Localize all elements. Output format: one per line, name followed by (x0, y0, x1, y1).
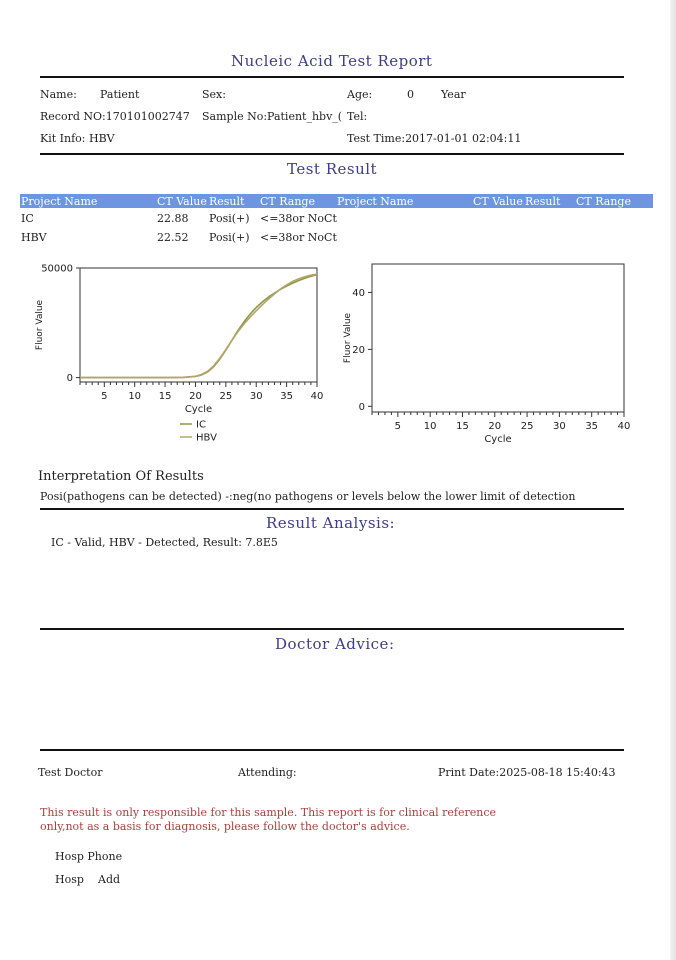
legend-label-hbv: HBV (196, 432, 217, 444)
sample-label: Sample No: (202, 110, 268, 123)
x-tick-label: 25 (520, 421, 534, 432)
x-tick-label: 30 (553, 421, 566, 432)
sample-value: Patient_hbv_( (267, 110, 343, 123)
test-time-label: Test Time: (347, 132, 406, 145)
divider-advice (40, 749, 624, 751)
col-project-name: Project Name (21, 195, 98, 208)
y-axis-label: Fluor Value (35, 299, 45, 351)
record-label: Record NO: (40, 110, 106, 123)
y-tick-label: 40 (352, 287, 365, 299)
divider-top (40, 76, 624, 78)
series-line-ic (80, 275, 317, 378)
add-label: Add (98, 873, 121, 886)
col-ct-range-2: CT Range (576, 195, 631, 208)
interpretation-title: Interpretation Of Results (38, 469, 204, 484)
col-result-2: Result (525, 195, 561, 208)
interpretation-text: Posi(pathogens can be detected) -:neg(no pathogens or levels below the lower limit of detection (40, 490, 576, 503)
x-tick-label: 35 (585, 421, 599, 432)
x-tick-label: 20 (488, 421, 502, 432)
attending-label: Attending: (238, 766, 297, 779)
hosp-phone-label: Hosp Phone (55, 850, 123, 863)
x-axis-label: Cycle (484, 434, 512, 445)
row-hbv-result: Posi(+) (209, 231, 250, 244)
amplification-chart-left (20, 258, 330, 458)
row-ic-name: IC (21, 212, 34, 225)
disclaimer-line-1: This result is only responsible for this sample. This report is for clinical reference (40, 806, 497, 819)
print-date-value: 2025-08-18 15:40:43 (499, 766, 616, 779)
test-time-value: 2017-01-01 02:04:11 (405, 132, 522, 145)
legend-label-ic: IC (196, 419, 206, 431)
x-tick-label: 15 (456, 421, 469, 432)
age-value: 0 (407, 88, 414, 101)
y-tick-label: 0 (358, 401, 365, 413)
row-ic-result: Posi(+) (209, 212, 250, 225)
report-title: Nucleic Acid Test Report (231, 52, 433, 70)
sex-label: Sex: (202, 88, 226, 101)
col-ct-range: CT Range (260, 195, 315, 208)
x-tick-label: 35 (280, 391, 293, 402)
col-ct-value: CT Value (157, 195, 207, 208)
amplification-chart-right (335, 258, 635, 458)
test-result-title: Test Result (287, 160, 378, 178)
x-tick-label: 40 (310, 391, 324, 402)
record-row (40, 110, 190, 123)
kit-label: Kit Info: (40, 132, 86, 145)
name-value: Patient (100, 88, 140, 101)
result-table-header (20, 194, 653, 208)
sample-row (202, 110, 342, 123)
x-tick-label: 20 (189, 391, 202, 402)
plot-frame (80, 268, 317, 382)
kit-value: HBV (88, 132, 115, 145)
x-tick-label: 30 (249, 391, 263, 402)
print-date-label: Print Date: (438, 766, 500, 779)
y-tick-label: 50000 (41, 263, 73, 275)
page-edge (670, 0, 676, 960)
y-axis-label: Fluor Value (343, 312, 353, 364)
test-doctor-label: Test Doctor (38, 766, 103, 779)
disclaimer-line-2: only,not as a basis for diagnosis, please follow the doctor's advice. (40, 820, 410, 833)
doctor-advice-title: Doctor Advice: (275, 635, 395, 653)
x-tick-label: 25 (219, 391, 233, 402)
result-analysis-text: IC - Valid, HBV - Detected, Result: 7.8E5 (51, 536, 278, 549)
result-analysis-title: Result Analysis: (266, 514, 396, 532)
divider-interpretation (40, 508, 624, 510)
row-hbv-name: HBV (21, 231, 47, 244)
col-ct-value-2: CT Value (473, 195, 523, 208)
x-tick-label: 10 (423, 421, 437, 432)
name-label: Name: (40, 88, 77, 101)
row-ic-range: <=38or NoCt (260, 212, 337, 225)
x-tick-label: 10 (128, 391, 142, 402)
age-unit: Year (441, 88, 466, 101)
print-date-row (438, 766, 616, 779)
test-time-row (347, 132, 521, 145)
x-tick-label: 5 (394, 421, 402, 432)
kit-row (40, 132, 115, 145)
col-project-name-2: Project Name (337, 195, 414, 208)
col-result: Result (209, 195, 245, 208)
row-hbv-range: <=38or NoCt (260, 231, 337, 244)
row-hbv-ct: 22.52 (157, 231, 189, 244)
x-tick-label: 15 (158, 391, 172, 402)
tel-label: Tel: (347, 110, 368, 123)
y-tick-label: 20 (352, 344, 365, 356)
x-axis-label: Cycle (184, 404, 213, 415)
hosp-label: Hosp (55, 873, 84, 886)
plot-frame (372, 264, 624, 412)
x-tick-label: 40 (617, 421, 631, 432)
row-ic-ct: 22.88 (157, 212, 189, 225)
y-tick-label: 0 (66, 373, 73, 385)
divider-analysis (40, 628, 624, 630)
x-tick-label: 5 (101, 391, 108, 402)
age-label: Age: (347, 88, 373, 101)
divider-header (40, 153, 624, 155)
record-value: 170101002747 (105, 110, 190, 123)
